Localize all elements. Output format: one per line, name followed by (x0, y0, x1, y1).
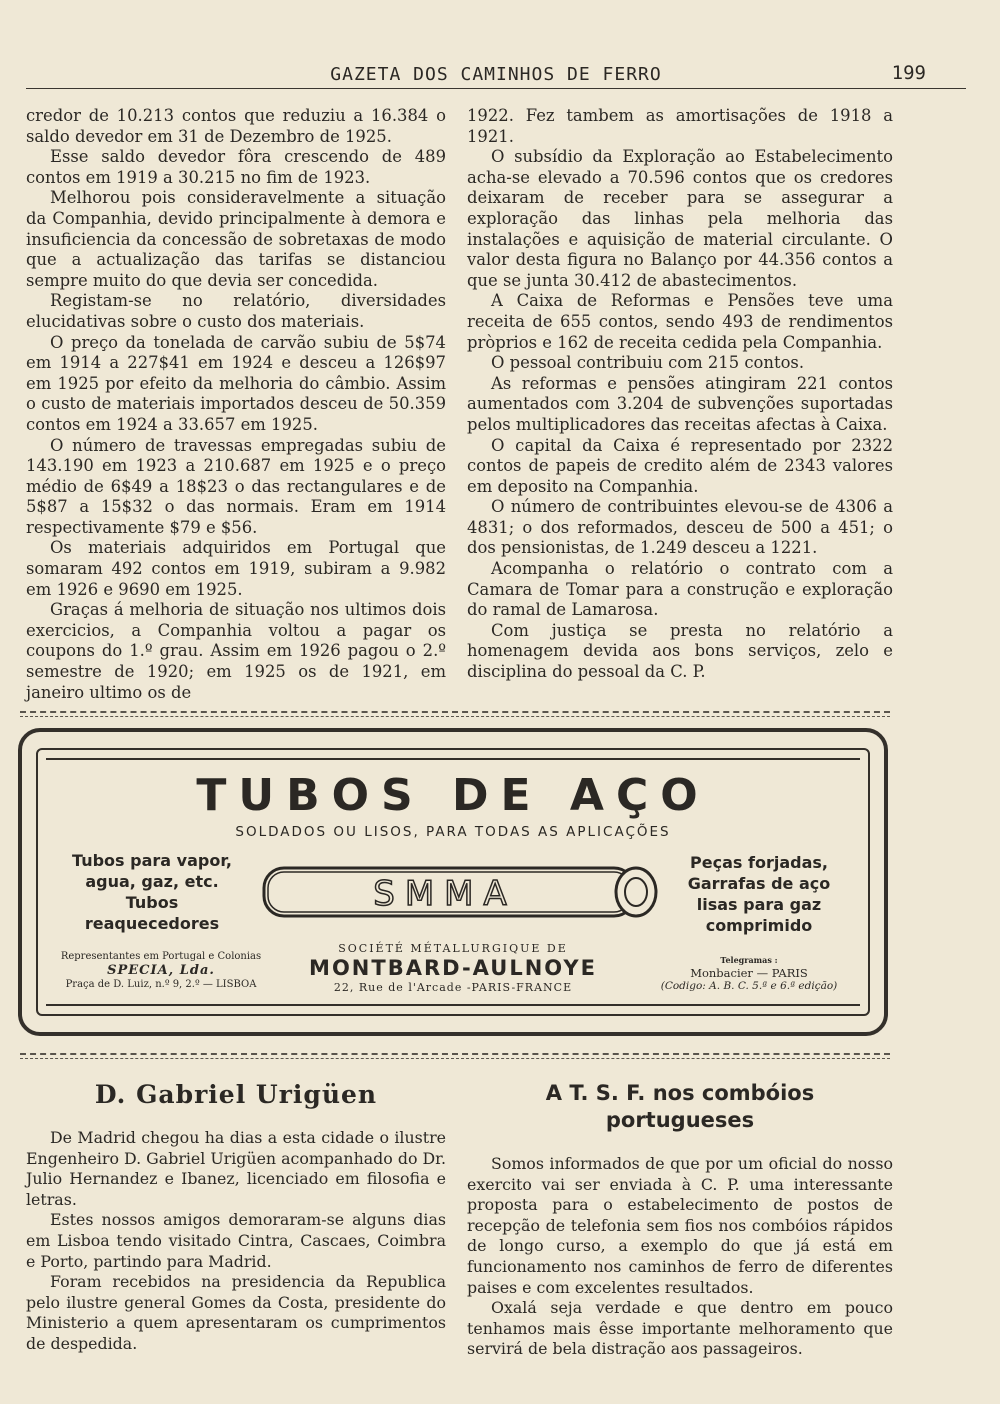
ad-left-text (52, 850, 252, 934)
ad-right-line: Peças forjadas, (690, 853, 828, 872)
article-gabriel (26, 1128, 446, 1355)
gabriel-paragraph: Estes nossos amigos demoraram-se alguns dias em Lisboa tendo visitado Cintra, Cascaes, Coimbra e Porto, partindo para Madrid. (26, 1210, 446, 1271)
ad-left-line: Tubos (125, 893, 179, 912)
tsf-paragraph: Somos informados de que por um oficial do nosso exercito vai ser enviada à C. P. uma interessante proposta para o estabelecimento de postos de recepção de telefonia sem fios nos combóios rápidos de longo curso, a exemplo do que já está em funcionamento nos caminhos de ferro de diferentes paises e com excelentes resultados. (467, 1154, 893, 1297)
tel-value: Monbacier — PARIS (690, 966, 808, 980)
right-paragraph: O subsídio da Exploração ao Estabelecimento acha-se elevado a 70.596 contos que os credores deixaram de receber para se assegurar a exploração das linhas pela melhoria das instalações e aquisição de material circulante. O valor desta figura no Balanço por 44.356 contos a que se junta 30.412 de abastecimentos. (467, 147, 893, 290)
left-column (26, 106, 446, 703)
journal-title: GAZETA DOS CAMINHOS DE FERRO (330, 64, 662, 85)
ad-left-line: reaquecedores (84, 914, 220, 933)
right-paragraph: As reformas e pensões atingiram 221 contos aumentados com 3.204 de subvenções suportadas pelos multiplicadores das receitas afectas à Caixa. (467, 373, 893, 434)
rep-address: Praça de D. Luiz, n.º 9, 2.º — LISBOA (65, 979, 257, 990)
ad-subtitle: SOLDADOS OU LISOS, PARA TODAS AS APLICAÇÕES (235, 824, 671, 840)
page-header (26, 60, 966, 89)
ad-left-line: agua, gaz, etc. (85, 872, 219, 891)
right-paragraph: O pessoal contribuiu com 215 contos. (491, 353, 805, 373)
right-paragraph: Com justiça se presta no relatório a homenagem devida aos bons serviços, zelo e disciplina do pessoal da C. P. (467, 620, 893, 682)
gabriel-paragraph: Foram recebidos na presidencia da Republica pelo ilustre general Gomes da Costa, presidente do Ministerio a quem apresentaram os cumprimentos de despedida. (26, 1272, 446, 1353)
right-column (467, 106, 893, 683)
page-number: 199 (891, 62, 926, 84)
gabriel-paragraph: De Madrid chegou ha dias a esta cidade o ilustre Engenheiro D. Gabriel Urigüen acompanhado do Dr. Julio Hernandez e Ibanez, licenciado em filosofia e letras. (26, 1128, 446, 1209)
left-paragraph: Melhorou pois consideravelmente a situação da Companhia, devido principalmente à demora e insuficiencia da concessão de sobretaxas de modo que a actualização das tarifas se distanciou sempre muito do que devia ser concedida. (26, 188, 446, 290)
left-paragraph: Registam-se no relatório, diversidades elucidativas sobre o custo dos materiais. (26, 291, 446, 331)
right-paragraph: Acompanha o relatório o contrato com a Camara de Tomar para a construção e exploração do ramal de Lamarosa. (467, 559, 893, 620)
ad-right-line: Garrafas de aço (687, 874, 831, 893)
left-paragraph: O número de travessas empregadas subiu de 143.190 em 1923 a 210.687 em 1925 e o preço médio de 6$49 a 18$23 o das rectangulares e de 5$87 a 15$32 o das normais. Eram em 1914 respectivamente $79 e $56. (26, 435, 446, 537)
ad-right-text (664, 852, 854, 936)
left-paragraph: Esse saldo devedor fôra crescendo de 489 contos em 1919 a 30.215 no fim de 1923. (26, 147, 446, 187)
separator-bottom (20, 1053, 890, 1055)
rep-firm: SPECIA, Lda. (107, 963, 215, 978)
left-paragraph: credor de 10.213 contos que reduziu a 16.384 o saldo devedor em 31 de Dezembro de 1925. (26, 106, 446, 146)
company-line1: SOCIÉTÉ MÉTALLURGIQUE DE (338, 942, 568, 955)
ad-telegrams (644, 954, 854, 993)
article-heading-tsf (467, 1080, 893, 1134)
right-paragraph: 1922. Fez tambem as amortisações de 1918 a 1921. (467, 106, 893, 146)
article-heading-gabriel: D. Gabriel Urigüen (94, 1080, 378, 1109)
tsf-paragraph: Oxalá seja verdade e que dentro em pouco tenhamos mais êsse importante melhoramento que servirá de bela distração aos passageiros. (467, 1298, 893, 1359)
tel-code: (Codigo: A. B. C. 5.ª e 6.ª edição) (660, 980, 838, 992)
separator-top (20, 711, 890, 713)
ad-representatives (56, 950, 266, 992)
tsf-heading-line1: A T. S. F. nos combóios (545, 1081, 815, 1105)
ad-company (282, 942, 624, 994)
ad-title: TUBOS DE AÇO (196, 770, 710, 821)
right-paragraph: A Caixa de Reformas e Pensões teve uma receita de 655 contos, sendo 493 de rendimentos pròprios e 162 de receita cedida pela Companhia. (467, 291, 893, 352)
company-address: 22, Rue de l'Arcade -PARIS-FRANCE (333, 981, 573, 994)
tel-label: Telegramas : (720, 955, 778, 965)
article-tsf (467, 1154, 893, 1360)
ad-left-line: Tubos para vapor, (72, 851, 232, 870)
left-paragraph: O preço da tonelada de carvão subiu de 5$74 em 1914 a 227$41 em 1924 e desceu a 126$97 em 1925 por efeito da melhoria do câmbio. Assim o custo de materiais importados desceu de 50.359 contos em 1924 a 33.657 em 1925. (26, 332, 446, 434)
company-name: MONTBARD-AULNOYE (309, 956, 597, 980)
advertisement (18, 728, 888, 1036)
right-paragraph: O capital da Caixa é representado por 2322 contos de papeis de credito além de 2343 valores em deposito na Companhia. (467, 435, 893, 496)
tube-logo-text: SMMA (373, 874, 517, 914)
ad-right-line: comprimido (705, 916, 813, 935)
tsf-heading-line2: portugueses (605, 1108, 755, 1132)
left-paragraph: Os materiais adquiridos em Portugal que somaram 492 contos em 1919, subiram a 9.982 em 1926 e 9690 em 1925. (26, 538, 446, 599)
left-paragraph: Graças á melhoria de situação nos ultimos dois exercicios, a Companhia voltou a pagar os coupons do 1.º grau. Assim em 1926 pagou o 2.º semestre de 1920; em 1925 os de 1921, em janeiro ultimo os de (26, 600, 446, 702)
rep-label: Representantes em Portugal e Colonias (60, 951, 262, 962)
steel-tube-graphic (260, 862, 662, 922)
right-paragraph: O número de contribuintes elevou-se de 4306 a 4831; o dos reformados, desceu de 500 a 451; o dos pensionistas, de 1.249 desceu a 1221. (467, 497, 893, 558)
ad-right-line: lisas para gaz (696, 895, 822, 914)
